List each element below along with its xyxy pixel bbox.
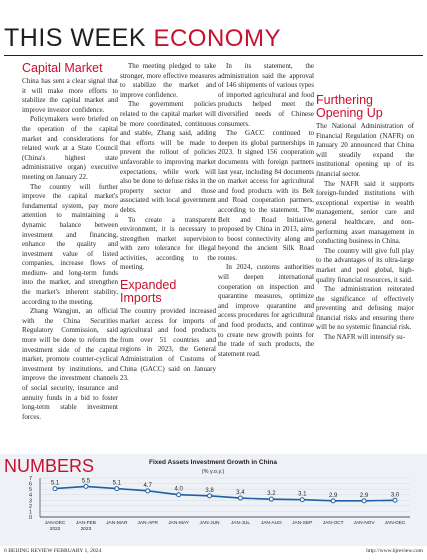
article-title-expanded-imports: Expanded Imports — [120, 278, 177, 306]
x-tick-label: JAN-OCT — [322, 521, 344, 526]
data-point — [53, 487, 57, 491]
data-point — [115, 487, 119, 491]
x-tick-label-year: 2022 — [49, 527, 61, 532]
data-label: 5.5 — [81, 478, 91, 485]
data-point — [393, 498, 397, 502]
article-paragraph: The country will further improve the capital market's fundamental system, pay more attention to maintaining a dynamic balance between investment and financing, enhance the quality and investment value of listed companies, increase flows of medium- and long-term funds into the market, and strengthen the market's inherent stability, according to the meeting. — [22, 182, 118, 306]
data-point — [177, 493, 181, 497]
article-paragraph: In its statement, the administration said the approval of 146 shipments of various types of imported agricultural and food products helped meet the diversified needs of Chinese consumers. — [218, 62, 314, 128]
data-point — [300, 498, 304, 502]
data-label: 3.8 — [205, 487, 214, 494]
x-tick-label: JAN-DEC — [384, 521, 406, 526]
data-point — [208, 494, 212, 498]
y-tick-label: 2 — [28, 503, 32, 510]
section-topic: ECONOMY — [153, 25, 281, 52]
data-point — [331, 499, 335, 503]
data-label: 3.1 — [298, 491, 307, 498]
x-tick-label: JAN-FEB — [75, 521, 96, 526]
data-label: 2.9 — [329, 492, 338, 499]
data-point — [362, 499, 366, 503]
y-tick-label: 4 — [28, 492, 32, 499]
article-paragraph: In 2024, customs authorities will deepen international cooperation on inspection and quarantine measures, optimize and improve quarantine and access procedures for agricultural and food products, and continue to create new growth points for the trade of such products, the statement read. — [218, 263, 314, 358]
x-tick-label: JAN-NOV — [353, 521, 375, 526]
x-tick-label: JAN-DEC — [44, 521, 66, 526]
data-point — [84, 484, 88, 488]
data-label: 3.2 — [267, 491, 276, 498]
data-label: 4.7 — [143, 482, 152, 489]
article-paragraph: Policymakers were briefed on the operation of the capital market and considerations for related work at a State Council (China's highest state administrative organ) executive meeting on January 22. — [22, 115, 118, 181]
section-label: THIS WEEK — [4, 24, 147, 52]
article-paragraph: The NAFR will intensify su- — [324, 333, 406, 342]
chart-title: Fixed Assets Investment Growth in China — [149, 459, 277, 466]
x-tick-label: JAN-JUN — [199, 521, 220, 526]
data-label: 5.1 — [112, 480, 121, 487]
x-tick-label: JAN-AUG — [260, 521, 282, 526]
x-tick-label: JAN-MAY — [168, 521, 189, 526]
article-paragraph: The meeting pledged to take stronger, more effective measures to stabilize the market and improve confidence. — [120, 62, 216, 99]
article-paragraph: China has sent a clear signal that it will make more efforts to stabilize the capital market and improve investor confidence. — [22, 77, 118, 114]
y-tick-label: 1 — [28, 509, 32, 516]
article-title-capital-market: Capital Market — [22, 61, 103, 75]
x-tick-label-year: 2023 — [80, 527, 92, 532]
y-tick-label: 7 — [28, 476, 32, 482]
article-paragraph: The National Administration of Financial Regulation (NAFR) on January 20 announced that China will steadily expand the institutional opening up of its financial sector. — [316, 122, 414, 178]
y-tick-label: 6 — [28, 481, 32, 488]
data-point — [238, 496, 242, 500]
footer-url: http://www.bjreview.com — [366, 548, 423, 554]
article-paragraph: Zhang Wangjun, an official with the China Securities Regulatory Commission, said more will be done to reform the investment side of the capital market, promote counter-cyclical investment by institutions, and improve the investment channels of social security, insurance and annuity funds in a bid to foster long-term stable investment forces. — [22, 307, 118, 421]
data-label: 4.0 — [174, 486, 183, 493]
x-tick-label: JAN-APR — [137, 521, 158, 526]
data-point — [269, 497, 273, 501]
article-paragraph: The country provided increased market access for imports of agricultural and food products from over 51 countries and regions in 2023, the General Administration of Customs of China (GACC) said on January 23. — [120, 307, 216, 383]
x-tick-label: JAN-JUL — [230, 521, 251, 526]
data-label: 3.0 — [390, 492, 400, 499]
data-point — [146, 489, 150, 493]
data-label: 2.9 — [359, 492, 369, 499]
y-tick-label: 0 — [28, 515, 32, 521]
article-paragraph: To create a transparent environment, it is necessary to strengthen market supervision with zero tolerance for illegal activities, according to the meeting. — [120, 215, 216, 272]
numbers-title: NUMBERS — [4, 456, 95, 476]
data-label: 3.4 — [236, 490, 245, 497]
article-paragraph: The administration reiterated the significance of effectively preventing and defusing major financial risks and ensuring there will be no systemic financial risk. — [316, 285, 414, 332]
article-paragraph: The GACC continued to deepen its global partnerships in 2023. It signed 156 cooperation documents with foreign partners last year, including 84 documents on market access for agricultural and food products with its Belt and Road cooperation partners, according to the statement. The Belt and Road Initiative, proposed by China in 2013, aims to boost connectivity along and beyond the ancient Silk Road routes. — [218, 129, 314, 262]
y-tick-label: 5 — [28, 487, 32, 494]
article-title-opening-up: Furthering Opening Up — [316, 93, 383, 120]
y-tick-label: 3 — [28, 498, 32, 505]
article-paragraph: The NAFR said it supports foreign-funded institutions with exceptional expertise in wealth management, senior care and general healthcare, and non-performing asset management in conducting business in China. — [316, 179, 414, 246]
footer-folio: 6 BEIJING REVIEW FEBRUARY 1, 2024 — [4, 548, 102, 554]
x-tick-label: JAN-SEP — [292, 521, 313, 526]
chart-subtitle: (% y.o.y.) — [201, 469, 225, 475]
article-paragraph: The country will give full play to the advantages of its ultra-large market and pool global, high-quality financial resources, it said. — [316, 246, 414, 284]
data-label: 5.1 — [50, 480, 60, 487]
article-paragraph: The government policies related to the capital market will be more coordinated, continuous and stable, Zhang said, adding that efforts will be made to prevent the rollout of policies unfavorable to improving market expectations, while work will also be done to defuse risks in the property sector and those associated with local government debts. — [120, 100, 216, 214]
page-footer — [4, 548, 423, 558]
x-tick-label: JAN-MAR — [106, 521, 128, 526]
